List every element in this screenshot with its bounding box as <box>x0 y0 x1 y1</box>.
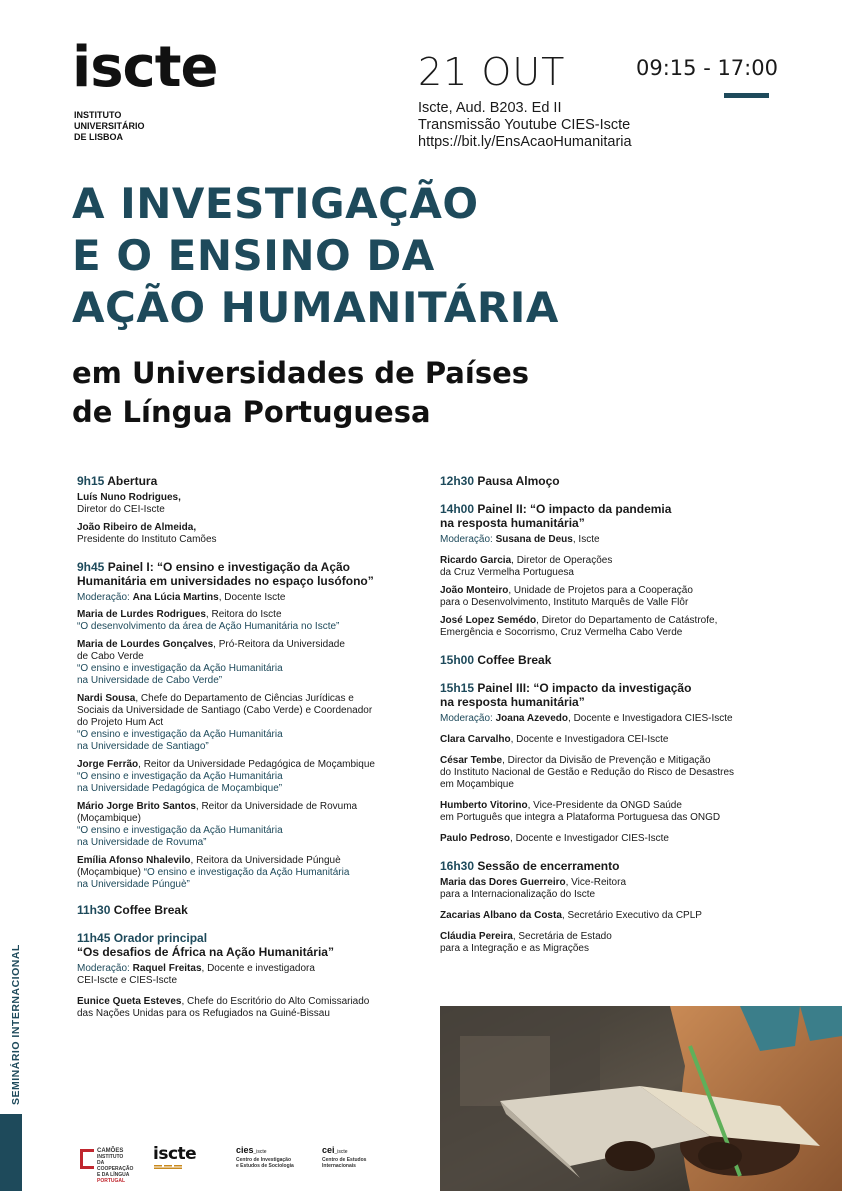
photo-reading-person <box>440 1006 842 1191</box>
accent-bar <box>724 93 769 98</box>
cei-logo-sub: Centro de Estudos Internacionais <box>322 1157 367 1169</box>
session-painel-2: 14h00 Painel II: “O impacto da pandemia na resposta humanitária” Moderação: Susana de Deus, Iscte Ricardo Garcia, Diretor de Operações da Cruz Vermelha Portuguesa João Monteiro, Unidade de Projetos para a Cooperação para o Desenvolvimento, Instituto Marquês de Valle Flôr José Lopez Semédo, Diretor do Departamento de Catástrofe, Emergência e Socorrismo, Cruz Vermelha Cabo Verde <box>440 502 718 638</box>
iscte-footer-logo-sub <box>154 1164 184 1171</box>
camoes-logo: CAMÕES INSTITUTO DA COOPERAÇÃO E DA LÍNGUA PORTUGAL <box>97 1148 134 1184</box>
side-label: SEMINÁRIO INTERNACIONAL <box>10 944 22 1105</box>
youtube-link[interactable]: https://bit.ly/EnsAcaoHumanitaria <box>418 134 632 150</box>
cies-logo-sub: Centro de Investigação e Estudos de Sociologia <box>236 1157 294 1169</box>
event-date: 21 OUT <box>418 50 566 94</box>
camoes-logo-mark <box>80 1149 94 1169</box>
cies-logo: cies_iscte <box>236 1145 267 1155</box>
iscte-footer-logo-bars-icon <box>154 1164 184 1170</box>
session-abertura: 9h15 Abertura Luís Nuno Rodrigues, Diretor do CEI-Iscte João Ribeiro de Almeida, Presidente do Instituto Camões <box>77 474 217 545</box>
session-coffee-2: 15h00 Coffee Break <box>440 653 552 667</box>
event-venue: Iscte, Aud. B203. Ed II Transmissão Youtube CIES-Iscte https://bit.ly/EnsAcaoHumanitaria <box>418 100 632 150</box>
session-encerramento: 16h30 Sessão de encerramento Maria das Dores Guerreiro, Vice-Reitora para a Internacionalização do Iscte Zacarias Albano da Costa, Secretário Executivo da CPLP Cláudia Pereira, Secretária de Estado para a Integração e as Migrações <box>440 859 702 954</box>
session-painel-1: 9h45 Painel I: “O ensino e investigação da Ação Humanitária em universidades no espaço lusófono” Moderação: Ana Lúcia Martins, Docente Iscte Maria de Lurdes Rodrigues, Reitora do Iscte “O desenvolvimento da área de Ação Humanitária no Iscte” Maria de Lourdes Gonçalves, Pró-Reitora da Universidade de Cabo Verde “O ensino e investigação da Ação Humanitária na Universidade de Cabo Verde” Nardi Sousa, Chefe do Departamento de Ciências Jurídicas e Sociais da Universidade de Santiago (Cabo Verde) e Coordenador do Projeto Hum Act “O ensino e investigação da Ação Humanitária na Universidade de Santiago” Jorge Ferrão, Reitor da Universidade Pedagógica de Moçambique “O ensino e investigação da Ação Humanitária na Universidade Pedagógica de Moçambique” Mário Jorge Brito Santos, Reitor da Universidade de Rovuma (Moçambique) “O ensino e investigação da Ação Humanitária na Universidade de Rovuma” Emília Afonso Nhalevilo, Reitora da Universidade Púnguè (Moçambique) “O ensino e investigação da Ação Humanitária na Universidade Púnguè” <box>77 560 375 890</box>
session-orador: 11h45 Orador principal “Os desafios de África na Ação Humanitária” Moderação: Raquel Freitas, Docente e investigadora CEI-Iscte e CIES-Iscte Eunice Queta Esteves, Chefe do Escritório do Alto Comissariado das Nações Unidas para os Refugiados na Guiné-Bissau <box>77 931 370 1019</box>
photo-illustration <box>440 1006 842 1191</box>
logo-subtitle: INSTITUTO UNIVERSITÁRIO DE LISBOA <box>74 110 145 142</box>
program-left-column <box>77 474 422 1029</box>
iscte-logo: iscte <box>72 35 218 100</box>
main-subtitle: em Universidades de Países de Língua Portuguesa <box>72 356 530 429</box>
main-title: A INVESTIGAÇÃO E O ENSINO DA AÇÃO HUMANITÁRIA <box>72 179 559 332</box>
session-almoco: 12h30 Pausa Almoço <box>440 474 560 488</box>
iscte-footer-logo: iscte <box>153 1144 197 1164</box>
program-right-column <box>440 474 780 964</box>
session-coffee-1: 11h30 Coffee Break <box>77 903 188 917</box>
event-time: 09:15 - 17:00 <box>636 56 778 80</box>
side-accent-bar <box>0 1114 22 1191</box>
session-painel-3: 15h15 Painel III: “O impacto da investigação na resposta humanitária” Moderação: Joana Azevedo, Docente e Investigadora CIES-Iscte Clara Carvalho, Docente e Investigadora CEI-Iscte César Tembe, Director da Divisão de Prevenção e Mitigação do Instituto Nacional de Gestão e Redução do Risco de Desastres em Moçambique Humberto Vitorino, Vice-Presidente da ONGD Saúde em Português que integra a Plataforma Portuguesa das ONGD Paulo Pedroso, Docente e Investigador CIES-Iscte <box>440 681 735 844</box>
cei-logo: cei_iscte <box>322 1145 348 1155</box>
